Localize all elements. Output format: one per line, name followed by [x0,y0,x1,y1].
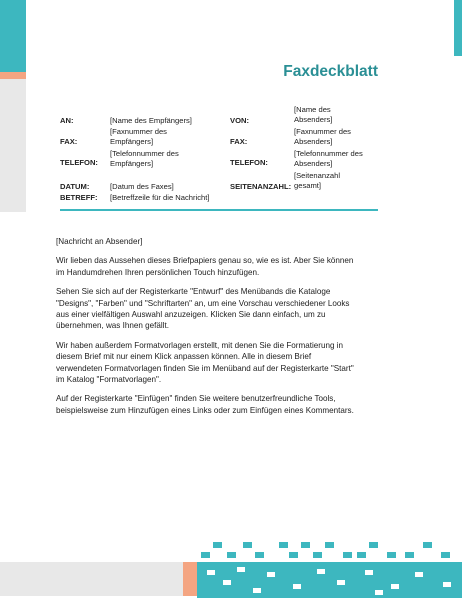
subject-label: BETREFF: [60,193,98,202]
from-fax-label: FAX: [230,137,248,146]
phone-value[interactable]: [Telefonnummer des Empfängers] [110,149,179,169]
message-body [56,236,356,424]
header-divider [60,209,378,211]
teal-pixel-pattern [197,540,462,598]
to-value[interactable]: [Name des Empfängers] [110,116,192,125]
from-phone-label: TELEFON: [230,158,268,167]
date-value[interactable]: [Datum des Faxes] [110,182,174,191]
message-paragraph-3[interactable]: Wir haben außerdem Formatvorlagen erstellt, mit denen Sie die Formatierung in diesem Brief mit nur einem Klick anpassen können. Alle in diesem Brief verwendeten Formatvorlagen finden Sie im Menüband auf der Registerkarte "Start" im Katalog "Formatvorlagen". [56,340,354,385]
pages-label: SEITENANZAHL: [230,182,292,191]
bottom-orange-block [183,562,197,596]
from-phone-value[interactable]: [Telefonnummer des Absenders] [294,149,363,169]
pages-value[interactable]: [Seitenanzahl gesamt] [294,171,341,191]
left-decor-bar [0,0,26,212]
date-label: DATUM: [60,182,90,191]
subject-value[interactable]: [Betreffzeile für die Nachricht] [110,193,210,202]
message-paragraph-2[interactable]: Sehen Sie sich auf der Registerkarte "Entwurf" des Menübands die Kataloge "Designs", "Farben" und "Schriftarten" an, um eine Vorschau verschiedener Looks aus einer vielfältigen Auswahl anzuzeigen. Klicken Sie dann einfach, um zu übernehmen, was Ihnen gefällt. [56,287,350,331]
from-value[interactable]: [Name des Absenders] [294,105,333,125]
to-label: AN: [60,116,74,125]
message-greeting[interactable]: [Nachricht an Absender] [56,237,143,246]
phone-label: TELEFON: [60,158,98,167]
fax-value[interactable]: [Faxnummer des Empfängers] [110,127,167,147]
from-fax-value[interactable]: [Faxnummer des Absenders] [294,127,351,147]
message-paragraph-4[interactable]: Auf der Registerkarte "Einfügen" finden Sie weitere benutzerfreundliche Tools, beispielsweise zum Hinzufügen eines Links oder zum Einfügen eines Kommentars. [56,394,354,415]
left-orange-stripe [0,72,26,79]
top-right-teal-block [454,0,462,56]
page-title: Faxdeckblatt [283,63,378,80]
from-label: VON: [230,116,249,125]
message-paragraph-1[interactable]: Wir lieben das Aussehen dieses Briefpapiers genau so, wie es ist. Aber Sie können im Handumdrehen Ihren persönlichen Touch hinzufügen. [56,256,354,277]
left-teal-block [0,0,26,72]
fax-label: FAX: [60,137,78,146]
